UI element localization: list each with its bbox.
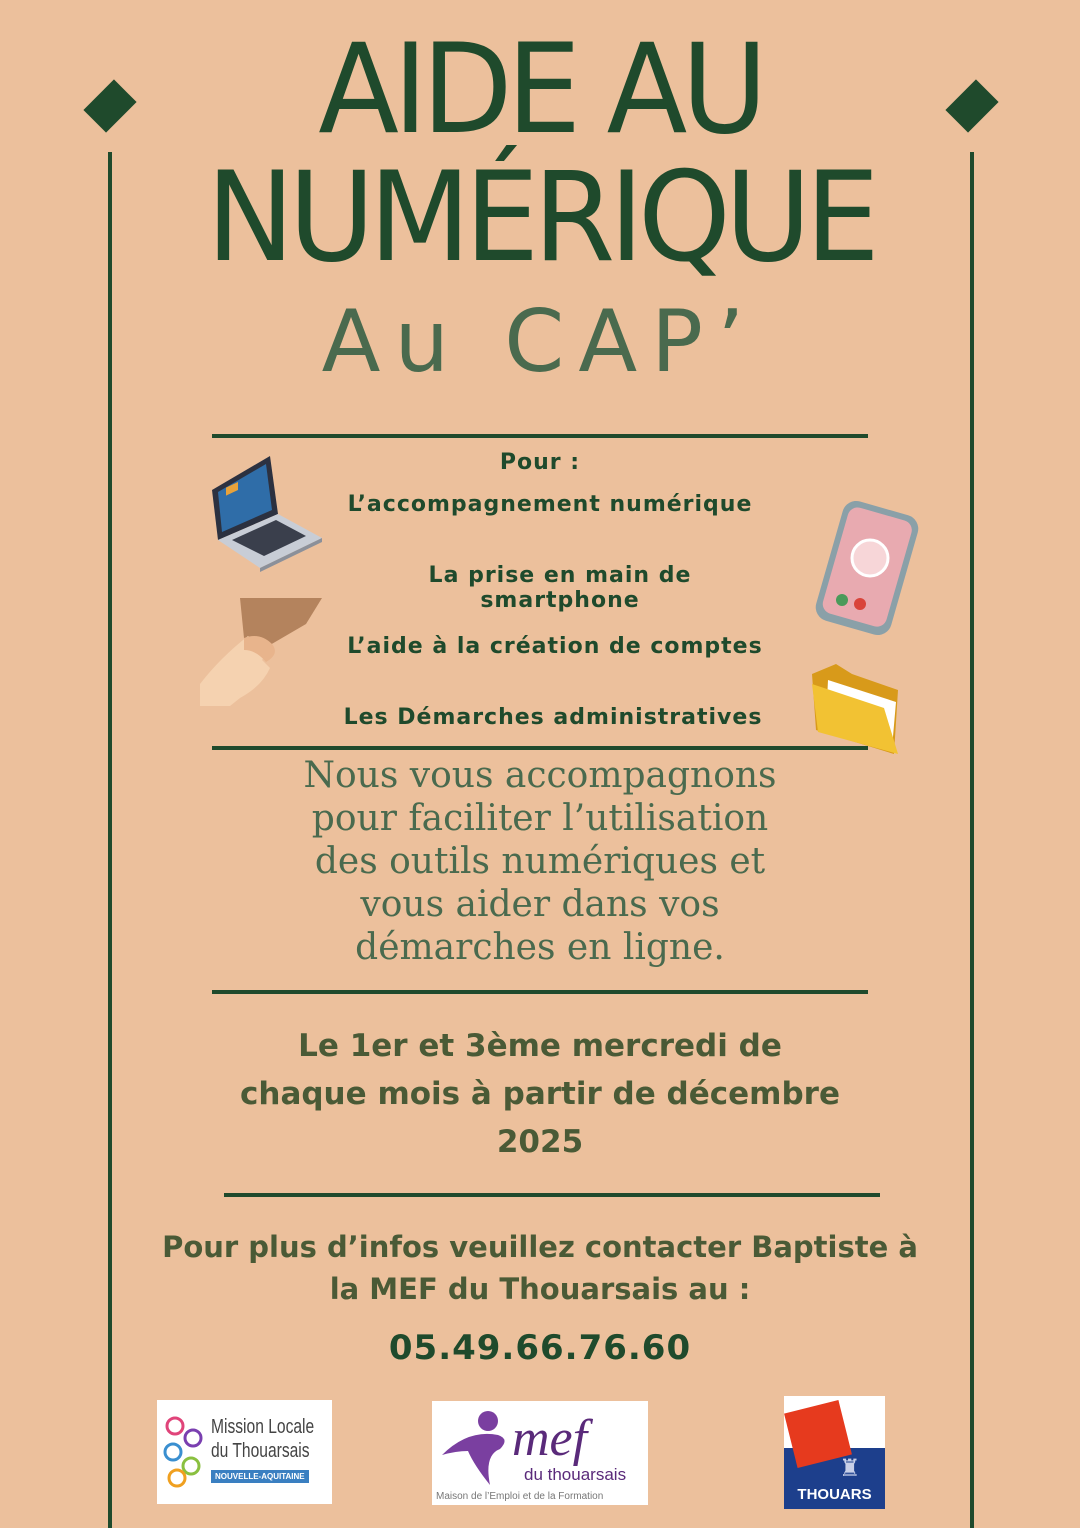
service-item: L’aide à la création de comptes [347, 634, 763, 659]
service-item: La prise en main de smartphone [428, 563, 692, 613]
paragraph-line: pour faciliter l’utilisation [311, 798, 769, 839]
paragraph-line: démarches en ligne. [355, 927, 725, 968]
schedule-line: Le 1er et 3ème mercredi de [298, 1028, 782, 1064]
smartphone-icon [806, 500, 926, 638]
castle-icon: ♜ [839, 1454, 861, 1482]
schedule-block [0, 1022, 1080, 1166]
divider-1 [212, 434, 868, 438]
thouars-logo[interactable] [784, 1396, 885, 1509]
service-item: Les Démarches administratives [343, 705, 763, 730]
mission-locale-line1: Mission Locale [211, 1416, 315, 1438]
mission-locale-symbol [161, 1412, 209, 1492]
mef-subtitle: du thouarsais [524, 1465, 627, 1484]
phone-number[interactable]: 05.49.66.76.60 [388, 1328, 692, 1368]
mef-figure-symbol [438, 1409, 516, 1489]
service-item: L’accompagnement numérique [347, 492, 753, 517]
mef-footer: Maison de l’Emploi et de la Formation [436, 1491, 604, 1502]
title-line-1: AIDE AU [318, 16, 762, 162]
mef-logo[interactable] [432, 1401, 648, 1505]
subtitle: Au CAP’ [321, 292, 759, 392]
paragraph-line: vous aider dans vos [360, 884, 720, 925]
mission-locale-badge: NOUVELLE-AQUITAINE [211, 1470, 309, 1483]
title-line-2: NUMÉRIQUE [206, 144, 874, 290]
folder-icon [808, 660, 904, 756]
schedule-line: chaque mois à partir de décembre [240, 1076, 840, 1112]
description-paragraph [0, 754, 1080, 969]
paragraph-line: des outils numériques et [314, 841, 766, 882]
paragraph-line: Nous vous accompagnons [303, 755, 777, 796]
divider-3 [212, 990, 868, 994]
handshake-icon [200, 598, 324, 706]
contact-line: la MEF du Thouarsais au : [329, 1272, 751, 1306]
mission-locale-logo[interactable] [157, 1400, 332, 1504]
mef-wordmark: mef [512, 1410, 588, 1467]
services-intro: Pour : [499, 450, 581, 475]
mission-locale-line2: du Thouarsais [211, 1440, 310, 1462]
thouars-label: THOUARS [797, 1486, 872, 1503]
divider-2 [212, 746, 868, 750]
contact-block [0, 1226, 1080, 1310]
laptop-icon [208, 452, 326, 572]
schedule-line: 2025 [496, 1124, 584, 1160]
divider-4 [224, 1193, 880, 1197]
contact-line: Pour plus d’infos veuillez contacter Baptiste à [162, 1230, 918, 1264]
